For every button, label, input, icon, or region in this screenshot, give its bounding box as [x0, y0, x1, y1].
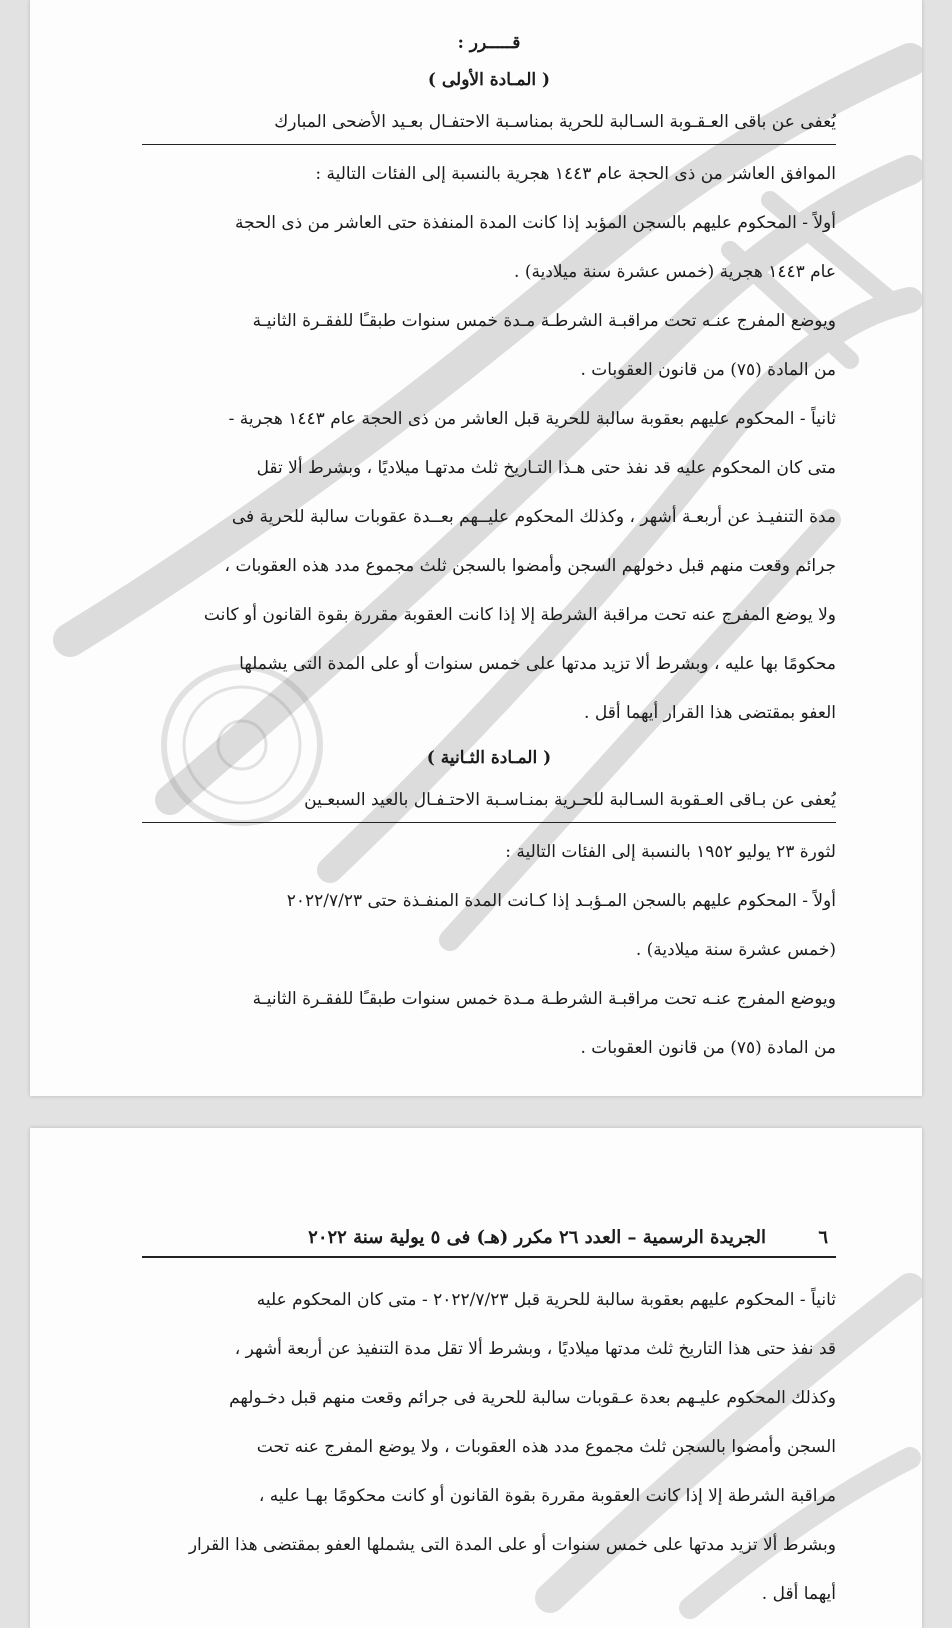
page-number: ٦: [818, 1227, 828, 1248]
page2-line: قد نفذ حتى هذا التاريخ ثلث مدتها ميلاديًا ، وبشرط ألا تقل مدة التنفيذ عن أربعة أشهر ،: [234, 1339, 836, 1359]
decision-heading: قـــــرر :: [457, 33, 521, 53]
page2-line: مراقبة الشرطة إلا إذا كانت العقوبة مقررة بقوة القانون أو كانت محكومًا بهـا عليه ،: [258, 1486, 836, 1506]
gazette-title: الجريدة الرسمية – العدد ٢٦ مكرر (هـ) فى ٥ يولية سنة ٢٠٢٢: [308, 1227, 766, 1248]
article-2-line: أولاً - المحكوم عليهم بالسجن المـؤبـد إذا كـانت المدة المنفـذة حتى ٢٠٢٢/٧/٢٣: [286, 891, 836, 911]
article-2-line: ويوضع المفرج عنـه تحت مراقبـة الشرطـة مـدة خمس سنوات طبقـًا للفقـرة الثانيـة: [252, 989, 836, 1009]
article-1-line: أولاً - المحكوم عليهم بالسجن المؤبد إذا كانت المدة المنفذة حتى العاشر من ذى الحجة: [235, 213, 836, 233]
article-1-line: متى كان المحكوم عليه قد نفذ حتى هـذا التـاريخ ثلث مدتهـا ميلاديًا ، وبشرط ألا تقل: [256, 458, 836, 478]
article-1-line: من المادة (٧٥) من قانون العقوبات .: [580, 360, 836, 380]
article-2-line: يُعفى عن بـاقى العـقوبة السـالبة للحـرية بمنـاسـبة الاحتـفـال بالعيد السبعـين: [142, 778, 836, 823]
article-1-line: العفو بمقتضى هذا القرار أيهما أقل .: [584, 703, 836, 723]
article-2-line: من المادة (٧٥) من قانون العقوبات .: [580, 1038, 836, 1058]
article-2-line: (خمس عشرة سنة ميلادية) .: [635, 940, 836, 960]
document-page-1: [30, 0, 922, 1096]
article-1-line: عام ١٤٤٣ هجرية (خمس عشرة سنة ميلادية) .: [514, 262, 836, 282]
page2-line: وبشرط ألا تزيد مدتها على خمس سنوات أو على المدة التى يشملها العفو بمقتضى هذا القرار: [188, 1535, 836, 1555]
article-1-line: جرائم وقعت منهم قبل دخولهم السجن وأمضوا بالسجن ثلث مجموع مدد هذه العقوبات ،: [224, 556, 836, 576]
article-1-line: يُعفى عن باقى العـقـوبة السـالبة للحرية بمناسـبة الاحتفـال بعـيد الأضحى المبارك: [142, 100, 836, 145]
page2-line: وكذلك المحكوم عليـهم بعدة عـقوبات سالبة للحرية فى جرائم وقعت منهم قبل دخـولهم: [229, 1388, 836, 1408]
article-1-line: الموافق العاشر من ذى الحجة عام ١٤٤٣ هجرية بالنسبة إلى الفئات التالية :: [315, 164, 836, 184]
article-1-line: ويوضع المفرج عنـه تحت مراقبـة الشرطـة مـدة خمس سنوات طبقـًا للفقـرة الثانيـة: [252, 311, 836, 331]
page2-line: أيهما أقل .: [761, 1584, 836, 1604]
article-1-line: مدة التنفيـذ عن أربعـة أشهر ، وكذلك المحكوم عليــهم بعــدة عقوبات سالبة للحرية فى: [231, 507, 836, 527]
article-1-line: ولا يوضع المفرج عنه تحت مراقبة الشرطة إلا إذا كانت العقوبة مقررة بقوة القانون أو كانت: [203, 605, 836, 625]
gazette-header: [142, 1220, 836, 1258]
document-page-2: [30, 1128, 922, 1628]
article-1-title: ( المـادة الأولى ): [427, 70, 551, 90]
article-2-title: ( المـادة الثـانية ): [426, 748, 552, 768]
page1-text-block: [142, 26, 836, 1073]
page2-line: السجن وأمضوا بالسجن ثلث مجموع مدد هذه العقوبات ، ولا يوضع المفرج عنه تحت: [256, 1437, 836, 1457]
article-2-line: لثورة ٢٣ يوليو ١٩٥٢ بالنسبة إلى الفئات التالية :: [505, 842, 836, 862]
article-1-line: محكومًا بها عليه ، وبشرط ألا تزيد مدتها على خمس سنوات أو على المدة التى يشملها: [239, 654, 836, 674]
page2-line: ثانياً - المحكوم عليهم بعقوبة سالبة للحرية قبل ٢٠٢٢/٧/٢٣ - متى كان المحكوم عليه: [256, 1290, 836, 1310]
article-1-line: ثانياً - المحكوم عليهم بعقوبة سالبة للحرية قبل العاشر من ذى الحجة عام ١٤٤٣ هجرية -: [228, 409, 836, 429]
page2-text-block: [142, 1276, 836, 1619]
